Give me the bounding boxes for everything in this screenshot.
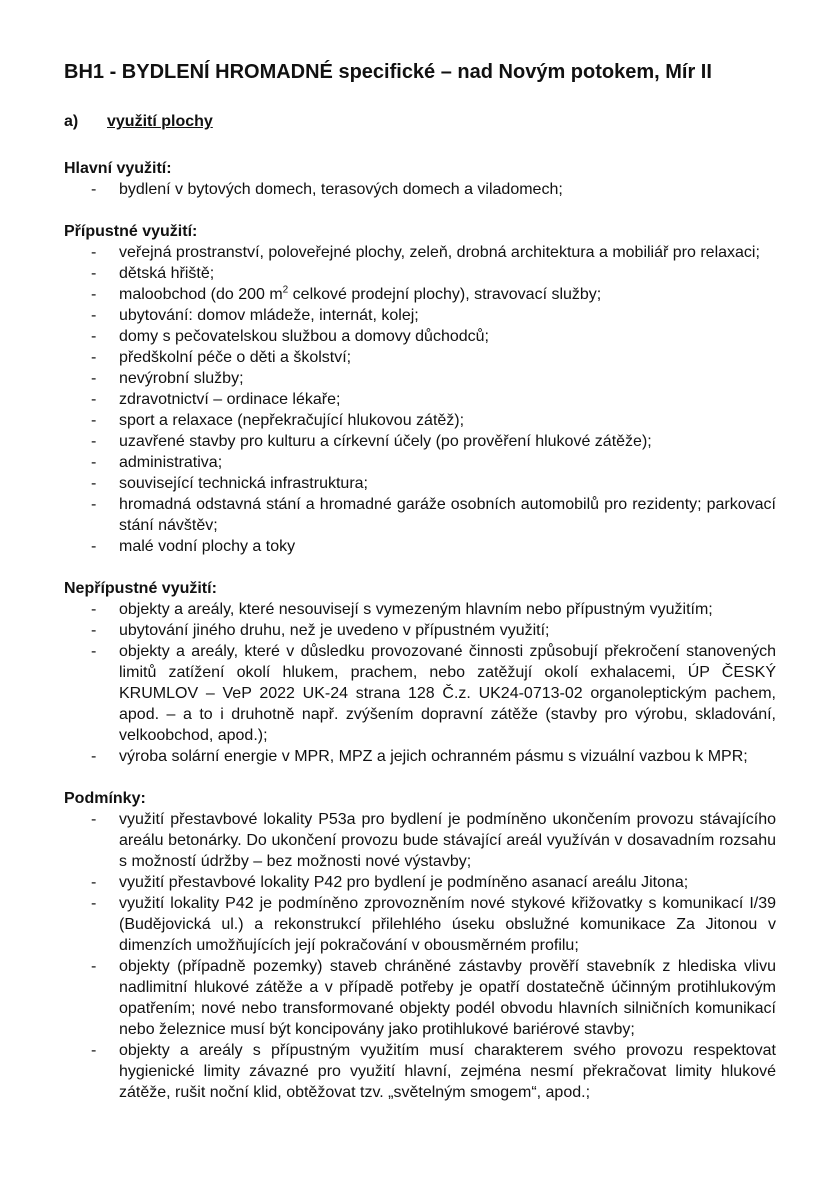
list-item — [64, 893, 776, 956]
list-item-text: veřejná prostranství, poloveřejné plochy, zeleň, drobná architektura a mobiliář pro relaxaci; — [119, 244, 760, 261]
bullet-dash: - — [91, 496, 97, 513]
bullet-dash: - — [91, 181, 97, 198]
list-item — [64, 410, 776, 431]
list-item-text: hromadná odstavná stání a hromadné garáže osobních automobilů pro rezidenty; parkovací stání návštěv; — [119, 496, 776, 534]
list-item-text: ubytování: domov mládeže, internát, kolej; — [119, 307, 419, 324]
bullet-list — [64, 599, 776, 767]
section-heading: Hlavní využití: — [64, 160, 172, 177]
bullet-dash: - — [91, 1042, 97, 1059]
list-item-text: domy s pečovatelskou službou a domovy důchodců; — [119, 328, 489, 345]
list-item-text: ubytování jiného druhu, než je uvedeno v přípustném využití; — [119, 622, 550, 639]
bullet-dash: - — [91, 412, 97, 429]
list-item — [64, 620, 776, 641]
list-item — [64, 809, 776, 872]
bullet-list — [64, 179, 776, 200]
list-item — [64, 473, 776, 494]
list-item — [64, 599, 776, 620]
bullet-dash: - — [91, 349, 97, 366]
bullet-dash: - — [91, 538, 97, 555]
list-item — [64, 494, 776, 536]
list-item-text: zdravotnictví – ordinace lékaře; — [119, 391, 341, 408]
list-item-text: maloobchod (do 200 $m^2$ celkové prodejní plochy), stravovací služby; — [119, 284, 602, 303]
list-item — [64, 305, 776, 326]
bullet-dash: - — [91, 286, 97, 303]
list-item-text: objekty (případně pozemky) staveb chráněné zástavby prověří stavebník z hlediska vlivu nadlimitní hlukové zátěže a v případě potřeby je opatří dostatečně účinným protihlukovým opatřením; nové nebo transformované objekty podél obvodu hlavních silničních komunikací nebo železnice musí být koncipovány jako protihlukové bariérové stavby; — [119, 958, 776, 1038]
bullet-dash: - — [91, 391, 97, 408]
section-nepripustne — [64, 578, 776, 767]
bullet-dash: - — [91, 874, 97, 891]
list-item — [64, 452, 776, 473]
list-item-text: využití lokality P42 je podmíněno zprovozněním nové stykové křižovatky s komunikací I/39 (Budějovická ul.) a rekonstrukcí přilehlého úseku obslužné komunikace Za Jitonou v dimenzích umožňujících její pokračování v obousměrném profilu; — [119, 895, 776, 954]
list-item — [64, 389, 776, 410]
bullet-dash: - — [91, 433, 97, 450]
list-item-text: související technická infrastruktura; — [119, 475, 368, 492]
list-item — [64, 284, 776, 305]
list-item — [64, 641, 776, 746]
bullet-dash: - — [91, 307, 97, 324]
bullet-dash: - — [91, 643, 97, 660]
bullet-dash: - — [91, 370, 97, 387]
list-item-text: předškolní péče o děti a školství; — [119, 349, 352, 366]
bullet-dash: - — [91, 622, 97, 639]
document-title: BH1 - BYDLENÍ HROMADNÉ specifické – nad Novým potokem, Mír II — [64, 61, 712, 83]
list-item — [64, 179, 776, 200]
list-item — [64, 368, 776, 389]
list-item — [64, 536, 776, 557]
list-item — [64, 242, 776, 263]
list-item — [64, 1040, 776, 1103]
bullet-dash: - — [91, 454, 97, 471]
subsection-title: využití plochy — [107, 113, 213, 130]
bullet-dash: - — [91, 748, 97, 765]
list-item-text: nevýrobní služby; — [119, 370, 244, 387]
list-item-text: administrativa; — [119, 454, 223, 471]
list-item-text: dětská hřiště; — [119, 265, 215, 282]
list-item — [64, 263, 776, 284]
bullet-dash: - — [91, 895, 97, 912]
section-heading: Nepřípustné využití: — [64, 580, 217, 597]
section-podminky — [64, 788, 776, 1103]
list-item-text: využití přestavbové lokality P42 pro bydlení je podmíněno asanací areálu Jitona; — [119, 874, 689, 891]
list-item-text: výroba solární energie v MPR, MPZ a jejich ochranném pásmu s vizuální vazbou k MPR; — [119, 748, 748, 765]
list-item-text: využití přestavbové lokality P53a pro bydlení je podmíněno ukončením provozu stávajícího areálu betonárky. Do ukončení provozu bude stávající areál využíván v dosavadním rozsahu s možností údržby – bez možnosti nové výstavby; — [119, 811, 776, 870]
list-item — [64, 872, 776, 893]
bullet-list — [64, 242, 776, 557]
section-pripustne — [64, 221, 776, 557]
bullet-dash: - — [91, 328, 97, 345]
list-item-text: objekty a areály s přípustným využitím musí charakterem svého provozu respektovat hygienické limity závazné pro využití hlavní, zejména nesmí překračovat limity hlukové zátěže, rušit noční klid, obtěžovat tzv. „světelným smogem“, apod.; — [119, 1042, 776, 1101]
subsection-letter: a) — [64, 113, 79, 130]
list-item — [64, 956, 776, 1040]
list-item — [64, 431, 776, 452]
bullet-list — [64, 809, 776, 1103]
bullet-dash: - — [91, 958, 97, 975]
bullet-dash: - — [91, 475, 97, 492]
list-item-text: objekty a areály, které v důsledku provozované činnosti způsobují překročení stanovených limitů zatížení okolí hlukem, prachem, nebo zatěžují okolí exhalacemi, ÚP ČESKÝ KRUMLOV – VeP 2022 UK-24 strana 128 Č.z. UK24-0713-02 organoleptickým pachem, apod. – a to i druhotně např. zvýšením dopravní zátěže (stavby pro výrobu, skladování, velkoobchod, apod.); — [119, 643, 776, 744]
list-item-text: sport a relaxace (nepřekračující hlukovou zátěž); — [119, 412, 465, 429]
list-item — [64, 326, 776, 347]
list-item-text: malé vodní plochy a toky — [119, 538, 296, 555]
list-item-text: uzavřené stavby pro kulturu a církevní účely (po prověření hlukové zátěže); — [119, 433, 652, 450]
bullet-dash: - — [91, 265, 97, 282]
bullet-dash: - — [91, 601, 97, 618]
list-item-text: bydlení v bytových domech, terasových domech a viladomech; — [119, 181, 563, 198]
bullet-dash: - — [91, 244, 97, 261]
list-item-text: objekty a areály, které nesouvisejí s vymezeným hlavním nebo přípustným využitím; — [119, 601, 713, 618]
section-heading: Podmínky: — [64, 790, 146, 807]
subsection-header — [64, 112, 776, 132]
section-hlavni — [64, 158, 776, 200]
list-item — [64, 746, 776, 767]
list-item — [64, 347, 776, 368]
bullet-dash: - — [91, 811, 97, 828]
section-heading: Přípustné využití: — [64, 223, 198, 240]
